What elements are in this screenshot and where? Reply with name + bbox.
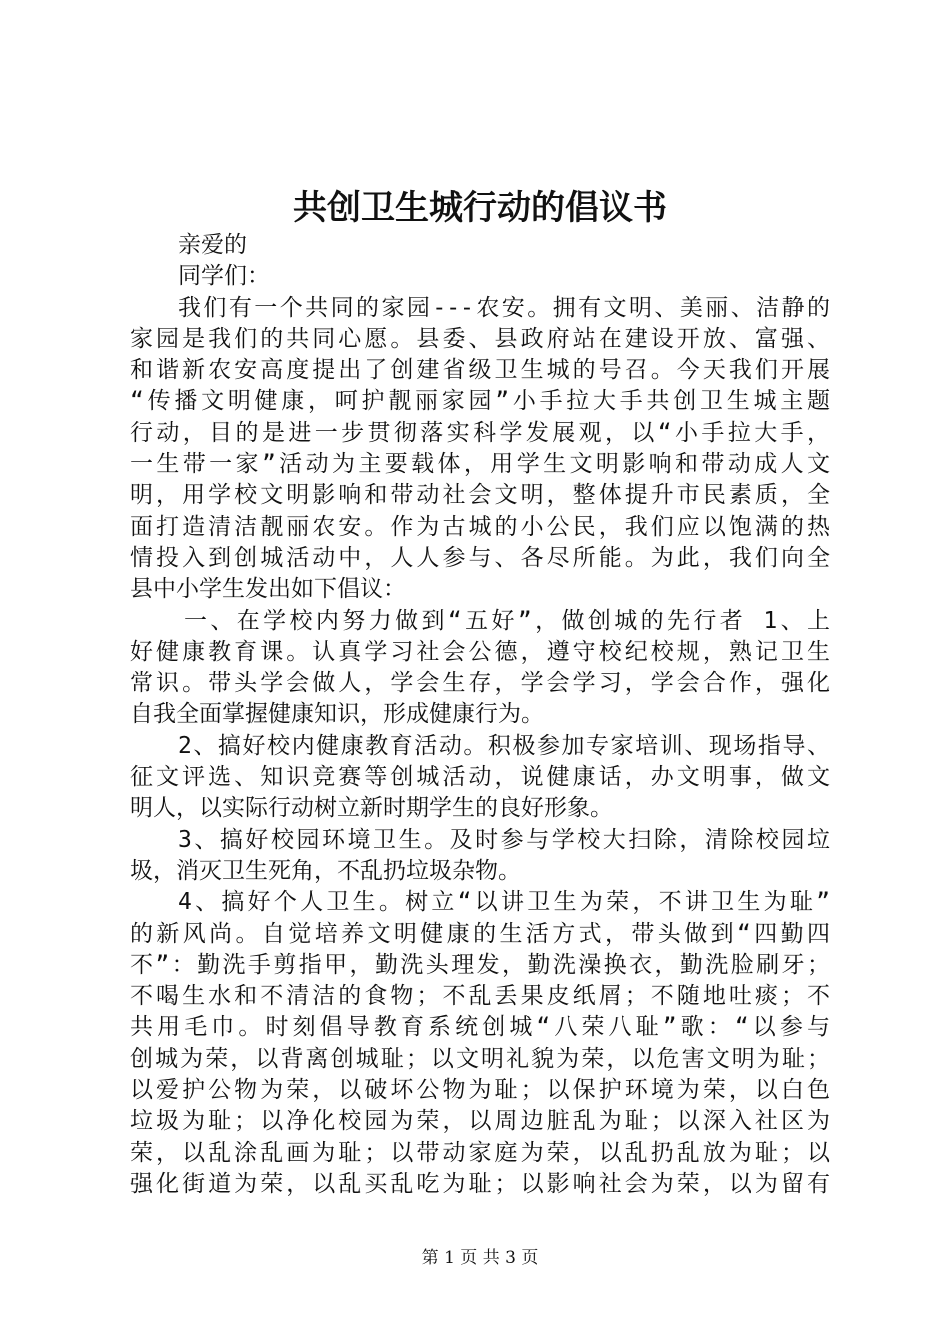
text-line: 一生带一家”活动为主要载体，用学生文明影响和带动成人文: [130, 451, 830, 478]
text-line: 面打造清洁靓丽农安。作为古城的小公民，我们应以饱满的热: [130, 513, 830, 540]
text-line: 圾，消灭卫生死角，不乱扔垃圾杂物。: [130, 857, 521, 884]
salutation-line: 同学们：: [178, 263, 270, 290]
text-line: 家园是我们的共同心愿。县委、县政府站在建设开放、富强、: [130, 325, 830, 352]
paragraph-lines: [130, 293, 830, 1201]
text-line: 好健康教育课。认真学习社会公德，遵守校纪校规，熟记卫生: [130, 638, 830, 665]
document-title: 共创卫生城行动的倡议书: [293, 188, 667, 228]
document-page: [130, 0, 830, 1344]
text-line: 垃圾为耻；以净化校园为荣，以周边脏乱为耻；以深入社区为: [130, 1108, 830, 1135]
text-line: 自我全面掌握健康知识，形成健康行为。: [130, 701, 544, 728]
page-footer: 第 1 页 共 3 页: [421, 1248, 539, 1268]
text-line: 的新风尚。自觉培养文明健康的生活方式，带头做到“四勤四: [130, 920, 830, 947]
text-line: 明人，以实际行动树立新时期学生的良好形象。: [130, 795, 613, 822]
text-line: 不”：勤洗手剪指甲，勤洗头理发，勤洗澡换衣，勤洗脸刷牙；: [130, 951, 830, 978]
text-line: 创城为荣，以背离创城耻；以文明礼貌为荣，以危害文明为耻；: [130, 1045, 830, 1072]
document-body: [130, 230, 830, 1200]
text-line: 一、在学校内努力做到“五好”，做创城的先行者 1、上: [184, 607, 830, 634]
text-line: 3、搞好校园环境卫生。及时参与学校大扫除，清除校园垃: [178, 826, 830, 853]
text-line: 共用毛巾。时刻倡导教育系统创城“八荣八耻”歌：“以参与: [130, 1014, 830, 1041]
text-line: 征文评选、知识竞赛等创城活动，说健康话，办文明事，做文: [130, 764, 830, 791]
text-line: “传播文明健康，呵护靓丽家园”小手拉大手共创卫生城主题: [130, 388, 830, 415]
text-line: 以爱护公物为荣，以破坏公物为耻；以保护环境为荣，以白色: [130, 1077, 830, 1104]
text-line: 2、搞好校内健康教育活动。积极参加专家培训、现场指导、: [178, 732, 830, 759]
text-line: 县中小学生发出如下倡议：: [130, 576, 406, 603]
text-line: 行动，目的是进一步贯彻落实科学发展观，以“小手拉大手，: [130, 419, 830, 446]
salutation-line: 亲爱的: [178, 232, 247, 258]
text-line: 强化街道为荣，以乱买乱吃为耻；以影响社会为荣，以为留有: [130, 1170, 830, 1197]
text-line: 常识。带头学会做人，学会生存，学会学习，学会合作，强化: [130, 670, 830, 697]
text-line: 明，用学校文明影响和带动社会文明，整体提升市民素质，全: [130, 482, 830, 509]
text-line: 荣，以乱涂乱画为耻；以带动家庭为荣，以乱扔乱放为耻；以: [130, 1139, 830, 1166]
text-line: 4、搞好个人卫生。树立“以讲卫生为荣，不讲卫生为耻”: [178, 889, 830, 916]
text-line: 情投入到创城活动中，人人参与、各尽所能。为此，我们向全: [130, 544, 830, 571]
text-line: 和谐新农安高度提出了创建省级卫生城的号召。今天我们开展: [130, 357, 830, 384]
text-line: 不喝生水和不清洁的食物；不乱丢果皮纸屑；不随地吐痰；不: [130, 983, 830, 1010]
text-line: 我们有一个共同的家园---农安。拥有文明、美丽、洁静的: [178, 294, 830, 321]
